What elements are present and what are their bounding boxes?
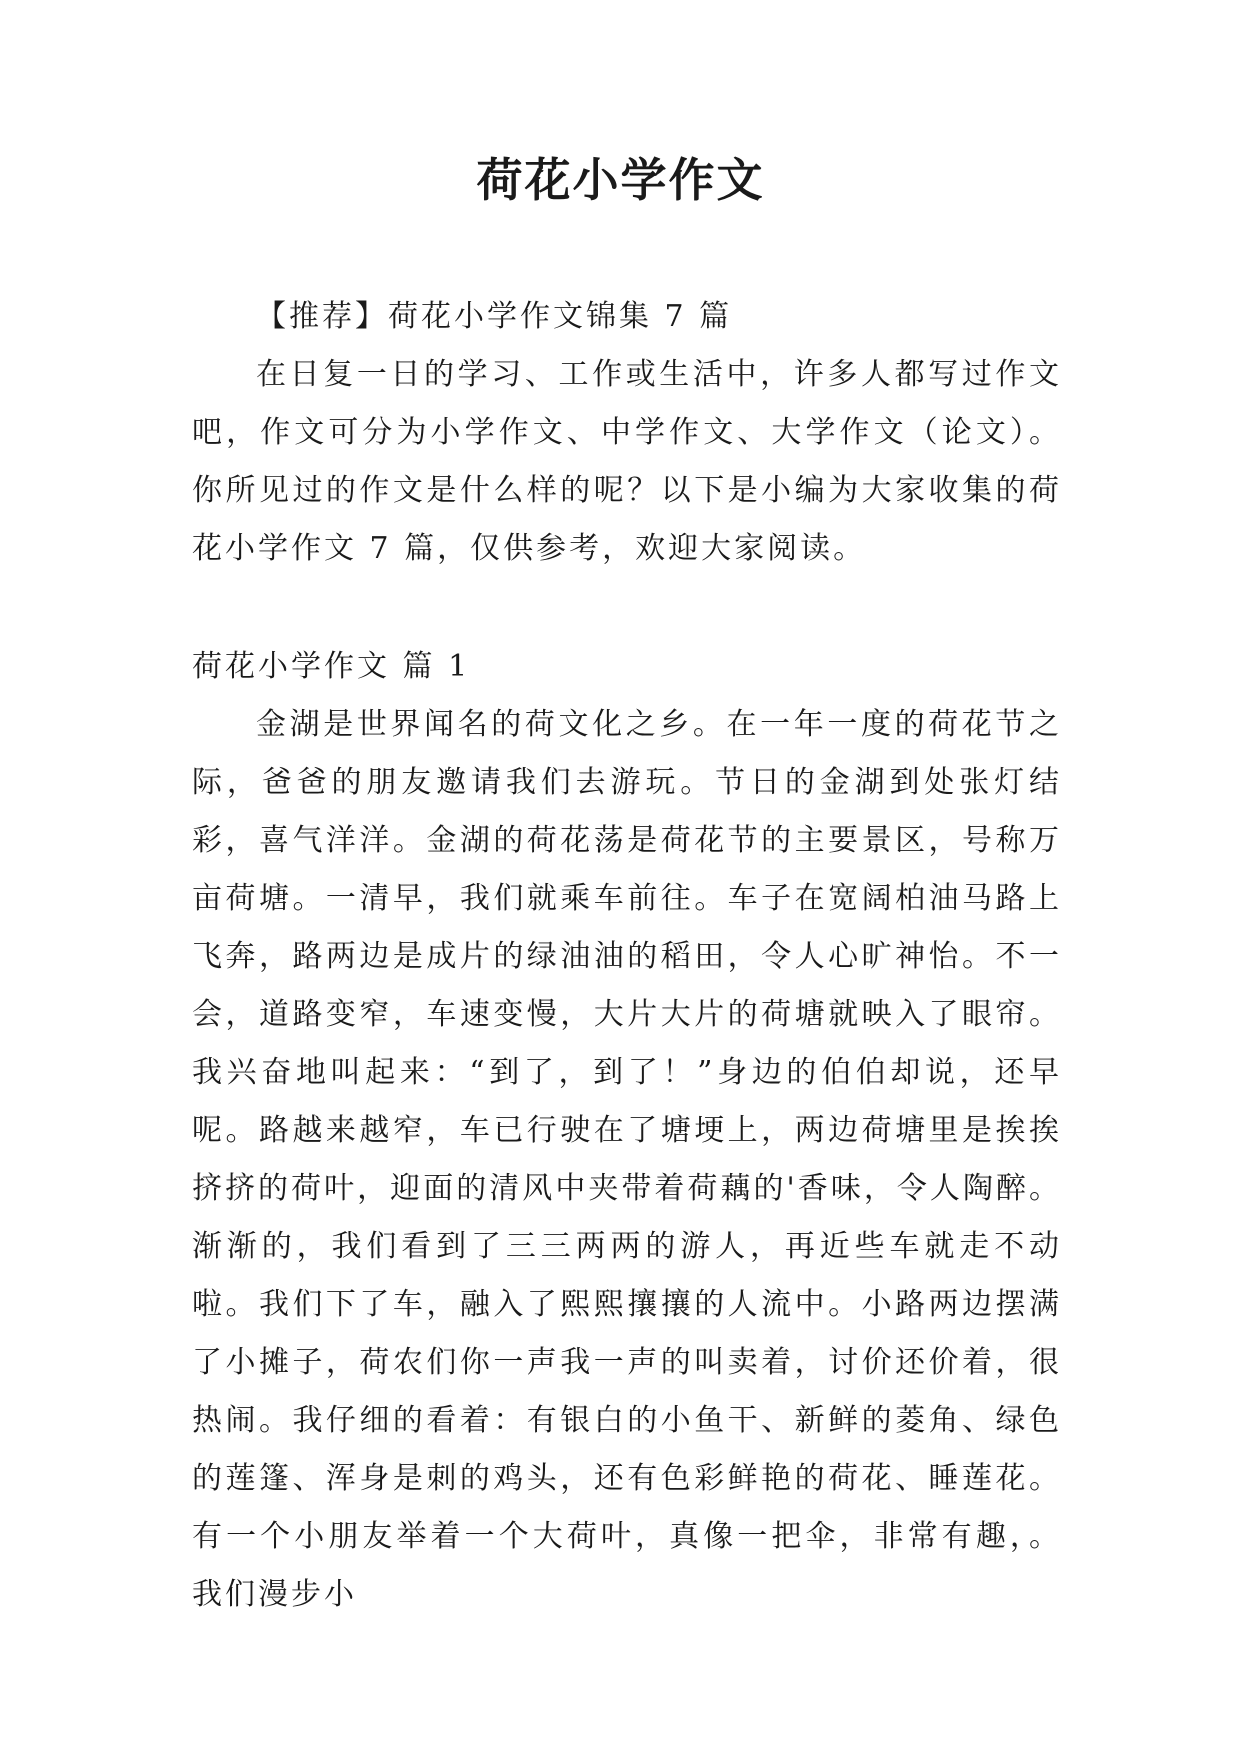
document-body bbox=[192, 288, 1062, 1624]
section-heading: 荷花小学作文 篇 1 bbox=[192, 649, 471, 684]
section-paragraph: 金湖是世界闻名的荷文化之乡。在一年一度的荷花节之际，爸爸的朋友邀请我们去游玩。节日的金湖到处张灯结彩，喜气洋洋。金湖的荷花荡是荷花节的主要景区，号称万亩荷塘。一清早，我们就乘车前往。车子在宽阔柏油马路上飞奔，路两边是成片的绿油油的稻田，令人心旷神怡。不一会，道路变窄，车速变慢，大片大片的荷塘就映入了眼帘。我兴奋地叫起来：“到了，到了！”身边的伯伯却说，还早呢。路越来越窄，车已行驶在了塘埂上，两边荷塘里是挨挨挤挤的荷叶，迎面的清风中夹带着荷藕的'香味，令人陶醉。渐渐的，我们看到了三三两两的游人，再近些车就走不动啦。我们下了车，融入了熙熙攘攘的人流中。小路两边摆满了小摊子，荷农们你一声我一声的叫卖着，讨价还价着，很热闹。我仔细的看着：有银白的小鱼干、新鲜的菱角、绿色的莲篷、浑身是刺的鸡头，还有色彩鲜艳的荷花、睡莲花。有一个小朋友举着一个大荷叶，真像一把伞，非常有趣，。我们漫步小 bbox=[192, 707, 1062, 1612]
document-title: 荷花小学作文 bbox=[476, 153, 765, 207]
intro-paragraph: 在日复一日的学习、工作或生活中，许多人都写过作文吧，作文可分为小学作文、中学作文、大学作文（论文）。你所见过的作文是什么样的呢？以下是小编为大家收集的荷花小学作文 7 篇，仅供参考，欢迎大家阅读。 bbox=[192, 357, 1062, 566]
recommend-line: 【推荐】荷花小学作文锦集 7 篇 bbox=[256, 299, 733, 334]
